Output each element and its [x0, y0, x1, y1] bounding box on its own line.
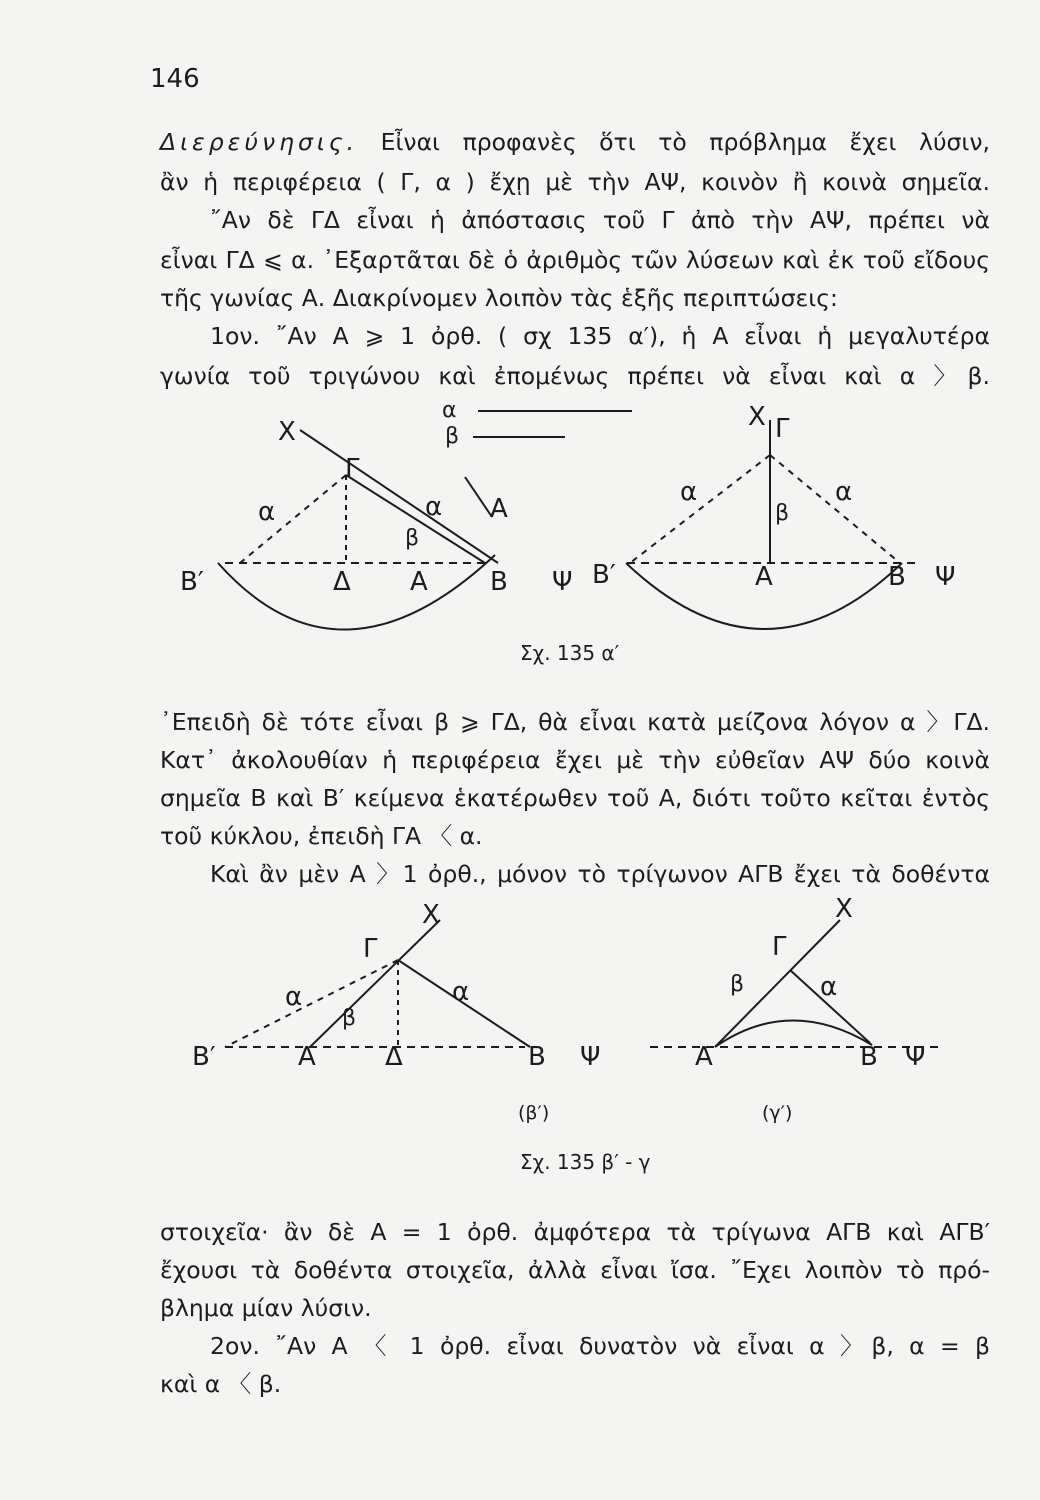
paragraph-line: στοιχεῖα· ἂν δὲ Α = 1 ὀρθ. ἀμφότερα τὰ τρίγωνα ΑΓΒ καὶ ΑΓΒ′: [160, 1218, 990, 1246]
label-beta: β: [775, 501, 790, 526]
label-G: Γ: [772, 932, 787, 962]
label-beta: β: [730, 972, 745, 997]
paragraph-line: ῎Αν δὲ ΓΔ εἶναι ἡ ἀπόστασις τοῦ Γ ἀπὸ τὴν ΑΨ, πρέπει νὰ: [210, 206, 990, 234]
label-B-prime: B′: [192, 1042, 216, 1065]
radius-right-right: [770, 455, 900, 563]
paragraph-line: 2ον. ῎Αν Α 〈 1 ὀρθ. εἶναι δυνατὸν νὰ εἶναι α 〉β, α = β: [210, 1332, 990, 1360]
label-alpha: α: [258, 497, 276, 527]
label-alpha: α: [425, 492, 443, 522]
label-A: A: [695, 1042, 713, 1065]
label-B: B: [888, 562, 906, 592]
paragraph-line: σημεῖα Β καὶ Β′ κείμενα ἑκατέρωθεν τοῦ Α, διότι τοῦτο κεῖται ἐντὸς: [160, 784, 990, 812]
radius-left-right: [630, 455, 770, 563]
subfigure-label: (β′): [518, 1102, 550, 1124]
paragraph-line: βλημα μίαν λύσιν.: [160, 1294, 372, 1322]
label-beta: β: [342, 1006, 357, 1031]
label-A: A: [755, 562, 773, 592]
label-X: X: [835, 895, 853, 924]
paragraph-line: Κατ᾿ ἀκολουθίαν ἡ περιφέρεια ἔχει μὲ τὴν εὐθεῖαν ΑΨ δύο κοινὰ: [160, 746, 990, 774]
label-X: X: [422, 900, 440, 930]
label-B: B: [490, 567, 508, 597]
label-G: Γ: [775, 414, 790, 444]
page-number: 146: [150, 64, 200, 94]
paragraph-line: ἔχουσι τὰ δοθέντα στοιχεῖα, ἀλλὰ εἶναι ἴσα. ῎Εχει λοιπὸν τὸ πρό-: [160, 1256, 990, 1284]
ray-fragment: [465, 477, 492, 517]
paragraph-line: τῆς γωνίας Α. Διακρίνομεν λοιπὸν τὰς ἑξῆς περιπτώσεις:: [160, 284, 838, 312]
label-alpha: α: [285, 982, 303, 1012]
label-beta-segment: β: [445, 424, 460, 449]
figure-135bg: [180, 895, 980, 1065]
label-alpha: α: [452, 977, 470, 1007]
paragraph-discussion-line-1: Διερεύνησις. Εἶναι προφανὲς ὅτι τὸ πρόβλημα ἔχει λύσιν,: [160, 128, 990, 156]
paragraph-line: γωνία τοῦ τριγώνου καὶ ἐπομένως πρέπει νὰ εἶναι καὶ α 〉β.: [160, 362, 990, 390]
subfigure-label: (γ′): [762, 1102, 793, 1124]
figure-135g: [650, 920, 940, 1047]
label-G: Γ: [345, 454, 360, 484]
figure-135b: [225, 920, 530, 1047]
label-beta: β: [405, 526, 420, 551]
radius-gb-prime-b: [225, 960, 398, 1047]
figure-135a-right: [626, 420, 920, 629]
section-label: Διερεύνησις.: [160, 128, 359, 156]
paragraph-line: ᾿Επειδὴ δὲ τότε εἶναι β ⩾ ΓΔ, θὰ εἶναι κατὰ μείζονα λόγον α 〉ΓΔ.: [160, 708, 990, 736]
label-Psi: Ψ: [552, 567, 573, 597]
label-D: Δ: [333, 567, 351, 597]
label-Psi: Ψ: [935, 562, 956, 592]
paragraph-line: Καὶ ἂν μὲν Α 〉1 ὀρθ., μόνον τὸ τρίγωνον ΑΓΒ ἔχει τὰ δοθέντα: [210, 860, 990, 888]
label-A: A: [490, 494, 508, 524]
label-B: B: [528, 1042, 546, 1065]
figure-caption: Σχ. 135 β′ - γ: [520, 1150, 651, 1174]
label-alpha: α: [835, 477, 853, 507]
figure-135a: [180, 395, 980, 665]
paragraph-line: τοῦ κύκλου, ἐπειδὴ ΓΑ 〈 α.: [160, 822, 483, 850]
label-A: A: [410, 567, 428, 597]
label-D: Δ: [385, 1042, 403, 1065]
label-alpha-segment: α: [442, 398, 457, 423]
ray-ax: [300, 430, 498, 563]
paragraph-line: καὶ α 〈 β.: [160, 1370, 282, 1398]
label-B-prime: B′: [592, 560, 616, 590]
label-B-prime: B′: [180, 567, 204, 597]
paragraph-line: εἶναι ΓΔ ⩽ α. ᾿Εξαρτᾶται δὲ ὁ ἀριθμὸς τῶν λύσεων καὶ ἐκ τοῦ εἴδους: [160, 246, 990, 274]
label-G: Γ: [363, 934, 378, 964]
label-A: A: [298, 1042, 316, 1065]
label-B: B: [860, 1042, 878, 1065]
label-Psi: Ψ: [905, 1042, 926, 1065]
radius-gb-prime: [240, 475, 346, 563]
label-alpha: α: [820, 972, 838, 1002]
label-Psi: Ψ: [580, 1042, 601, 1065]
paragraph-line: ἂν ἡ περιφέρεια ( Γ, α ) ἔχῃ μὲ τὴν ΑΨ, κοινὸν ἢ κοινὰ σημεῖα.: [160, 168, 990, 196]
label-X: X: [278, 417, 296, 447]
paragraph-line: 1ον. ῎Αν Α ⩾ 1 ὀρθ. ( σχ 135 α′), ἡ Α εἶναι ἡ μεγαλυτέρα: [210, 322, 990, 350]
arc-left: [218, 555, 495, 630]
label-alpha: α: [680, 477, 698, 507]
figure-caption: Σχ. 135 α′: [520, 641, 620, 665]
label-X: X: [748, 402, 766, 432]
